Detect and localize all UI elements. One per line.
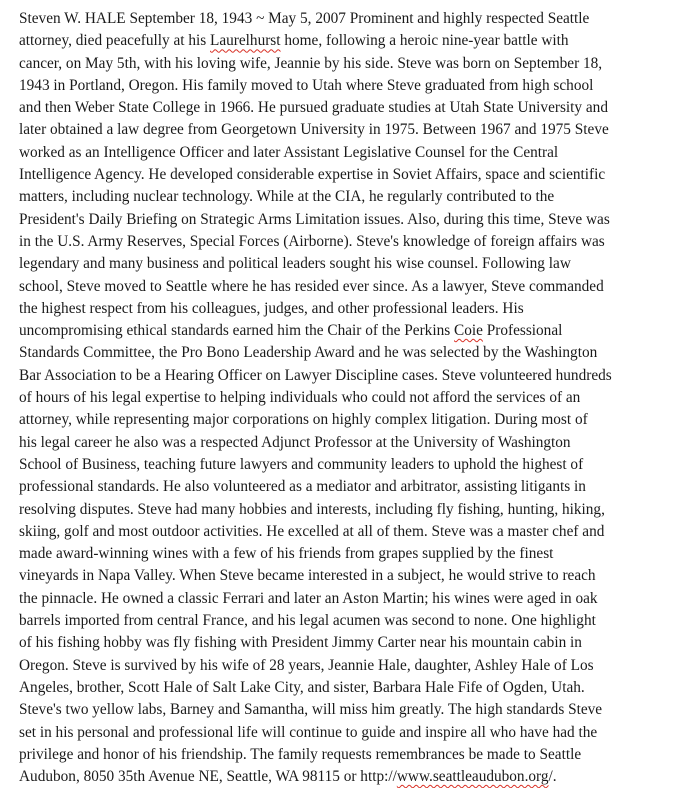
text-line <box>19 655 691 677</box>
text-run: made award-winning wines with a few of his friends from grapes supplied by the finest <box>19 545 554 563</box>
text-run: vineyards in Napa Valley. When Steve became interested in a subject, he would strive to reach <box>19 567 596 585</box>
text-line <box>19 97 691 119</box>
text-run: skiing, golf and most outdoor activities. He excelled at all of them. Steve was a master chef and <box>19 522 605 540</box>
text-run: President's Daily Briefing on Strategic Arms Limitation issues. Also, during this time, Steve was <box>19 210 610 228</box>
text-line <box>19 276 691 298</box>
text-line <box>19 565 691 587</box>
text-run: Intelligence Agency. He developed considerable expertise in Soviet Affairs, space and scientific <box>19 166 606 184</box>
text-run: Audubon, 8050 35th Avenue NE, Seattle, WA 98115 or http:// <box>19 768 397 786</box>
text-line <box>19 632 691 654</box>
text-run: of hours of his legal expertise to helping individuals who could not afford the services of an <box>19 389 581 407</box>
text-line <box>19 320 691 342</box>
text-line <box>19 677 691 699</box>
text-run: in the U.S. Army Reserves, Special Forces (Airborne). Steve's knowledge of foreign affairs was <box>19 232 605 250</box>
text-line <box>19 75 691 97</box>
text-line <box>19 699 691 721</box>
text-run: professional standards. He also volunteered as a mediator and arbitrator, assisting litigants in <box>19 478 586 496</box>
text-line <box>19 142 691 164</box>
text-run: resolving disputes. Steve had many hobbies and interests, including fly fishing, hunting, hiking, <box>19 500 605 518</box>
text-run: worked as an Intelligence Officer and later Assistant Legislative Counsel for the Central <box>19 143 559 161</box>
text-run: and then Weber State College in 1966. He pursued graduate studies at Utah State University and <box>19 99 608 117</box>
text-line <box>19 766 691 788</box>
text-run: barrels imported from central France, and his legal acumen was second to none. One highlight <box>19 612 596 630</box>
text-run: school, Steve moved to Seattle where he has resided ever since. As a lawyer, Steve commanded <box>19 277 604 295</box>
text-line <box>19 722 691 744</box>
text-line <box>19 432 691 454</box>
text-run: legendary and many business and political leaders sought his wise counsel. Following law <box>19 255 571 273</box>
text-run: later obtained a law degree from Georgetown University in 1975. Between 1967 and 1975 Steve <box>19 121 609 139</box>
text-run: his legal career he also was a respected Adjunct Professor at the University of Washington <box>19 433 571 451</box>
text-line <box>19 30 691 52</box>
text-run: Steven W. HALE September 18, 1943 ~ May 5, 2007 Prominent and highly respected Seattle <box>19 10 590 27</box>
text-run: attorney, died peacefully at his <box>19 32 210 50</box>
text-line <box>19 119 691 141</box>
text-run: School of Business, teaching future lawyers and community leaders to uphold the highest of <box>19 455 584 473</box>
text-run: set in his personal and professional life will continue to guide and inspire all who have had the <box>19 723 598 741</box>
text-run: privilege and honor of his friendship. The family requests remembrances be made to Seattle <box>19 745 582 763</box>
text-run: the highest respect from his colleagues, judges, and other professional leaders. His <box>19 299 524 317</box>
text-line <box>19 298 691 320</box>
text-line <box>19 365 691 387</box>
text-run: Bar Association to be a Hearing Officer on Lawyer Discipline cases. Steve volunteered hundreds <box>19 366 612 384</box>
text-run: uncompromising ethical standards earned him the Chair of the Perkins <box>19 322 455 340</box>
text-line <box>19 164 691 186</box>
text-run: matters, including nuclear technology. While at the CIA, he regularly contributed to the <box>19 188 555 206</box>
text-run: attorney, while representing major corporations on highly complex litigation. During most of <box>19 411 588 429</box>
text-line <box>19 253 691 275</box>
text-line <box>19 409 691 431</box>
text-line <box>19 387 691 409</box>
text-run: Steve's two yellow labs, Barney and Samantha, will miss him greatly. The high standards Steve <box>19 701 603 719</box>
text-run: Professional <box>482 322 563 340</box>
text-line <box>19 588 691 610</box>
text-run: 1943 in Portland, Oregon. His family moved to Utah where Steve graduated from high school <box>19 76 594 94</box>
text-line <box>19 53 691 75</box>
text-line <box>19 476 691 498</box>
text-run: cancer, on May 5th, with his loving wife, Jeannie by his side. Steve was born on September 18, <box>19 54 603 72</box>
text-line <box>19 610 691 632</box>
text-line <box>19 342 691 364</box>
text-run: Angeles, brother, Scott Hale of Salt Lake City, and sister, Barbara Hale Fife of Ogden, Utah. <box>19 678 585 696</box>
text-line <box>19 186 691 208</box>
text-line <box>19 209 691 231</box>
text-run: of his fishing hobby was fly fishing with President Jimmy Carter near his mountain cabin in <box>19 634 582 652</box>
text-line <box>19 744 691 766</box>
spellcheck-flagged-word: Coie <box>454 322 483 340</box>
text-line <box>19 454 691 476</box>
text-line <box>19 499 691 521</box>
text-line <box>19 543 691 565</box>
text-line <box>19 521 691 543</box>
text-run: Standards Committee, the Pro Bono Leadership Award and he was selected by the Washington <box>19 344 598 362</box>
text-line <box>19 231 691 253</box>
spellcheck-flagged-word: www.seattleaudubon.org <box>396 768 549 786</box>
text-run: home, following a heroic nine-year battle with <box>280 32 569 50</box>
spellcheck-flagged-word: Laurelhurst <box>210 32 281 50</box>
text-run: Oregon. Steve is survived by his wife of 28 years, Jeannie Hale, daughter, Ashley Hale of Los <box>19 656 594 674</box>
text-line <box>19 8 691 30</box>
text-run: /. <box>548 768 557 786</box>
obituary-paragraph[interactable] <box>19 8 691 788</box>
text-run: the pinnacle. He owned a classic Ferrari and later an Aston Martin; his wines were aged in oak <box>19 589 598 607</box>
